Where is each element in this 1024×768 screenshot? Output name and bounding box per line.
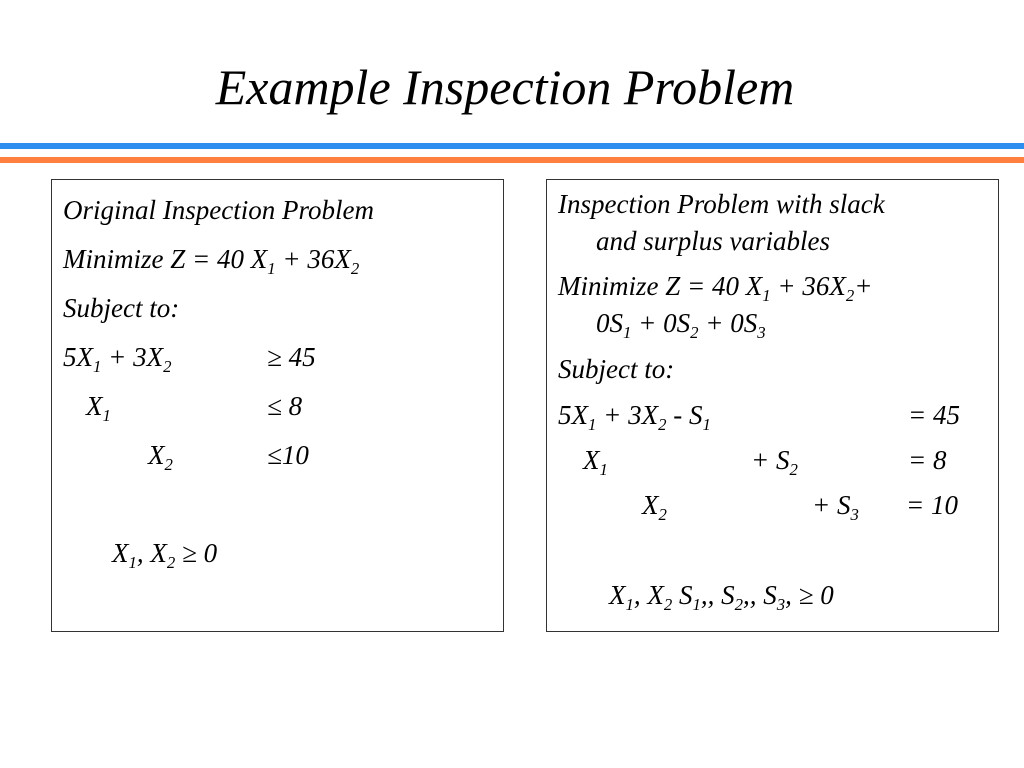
original-constraint-2-rhs: ≤ 8	[267, 391, 303, 421]
slack-constraint-3-lhs: $X_2$	[642, 490, 667, 524]
title-rule-orange	[0, 157, 1024, 163]
title-rule-blue	[0, 143, 1024, 149]
original-nonnegativity: $X_1$, $X_2 \ge 0$	[112, 538, 218, 572]
slack-objective-line-2: $0S_1 + 0S_2 + 0S_3$	[596, 308, 766, 342]
slack-constraint-3-rhs: = 10	[906, 490, 958, 520]
original-constraint-1-rhs: ≥ 45	[267, 342, 316, 372]
slack-constraint-2-lhs: $X_1$	[583, 445, 608, 479]
slack-objective-line-1: Minimize Z = 40 $X_1 + 36X_2+$	[558, 271, 873, 305]
slack-constraint-2-rhs: = 8	[908, 445, 947, 475]
slack-heading-line-1: Inspection Problem with slack	[558, 189, 885, 219]
original-objective: Minimize Z = 40 $X_1 + 36X_2$	[63, 244, 360, 278]
slack-constraint-3-slack: + $S_3$	[812, 490, 859, 524]
slack-subject-to: Subject to:	[558, 354, 675, 384]
original-heading: Original Inspection Problem	[63, 195, 374, 225]
slack-constraint-1-rhs: = 45	[908, 400, 960, 430]
original-constraint-1-lhs: $5X_1 + 3X_2$	[63, 342, 172, 376]
slack-problem-box	[546, 179, 999, 632]
original-constraint-2-lhs: $X_1$	[86, 391, 111, 425]
original-problem-box	[51, 179, 504, 632]
slide-title: Example Inspection Problem	[215, 59, 795, 115]
original-subject-to: Subject to:	[63, 293, 180, 323]
slack-heading-line-2: and surplus variables	[596, 226, 831, 256]
original-constraint-3-rhs: ≤10	[267, 440, 309, 470]
slack-constraint-2-slack: + $S_2$	[751, 445, 798, 479]
slack-nonnegativity: $X_1$, $X_2$ $S_1$,, $S_2$,, $S_3$, ≥ 0	[609, 580, 834, 614]
original-constraint-3-lhs: $X_2$	[148, 440, 173, 474]
slack-constraint-1-lhs: $5X_1 + 3X_2 - S_1$	[558, 400, 711, 434]
